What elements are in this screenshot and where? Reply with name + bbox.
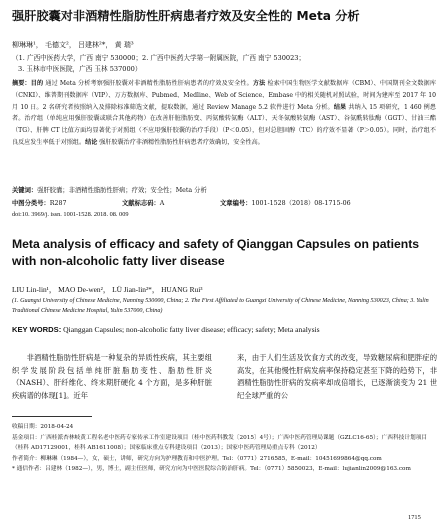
footnote-corresponding: * 通信作者：吕建林（1982—），男，博士，副主任医师，研究方向为中医医院综合防治肝病。Tel：（0771）5850023，E-mail：lujianlin2009@163.com xyxy=(12,466,411,473)
purpose-label: 目的 xyxy=(30,80,44,87)
doi-line xyxy=(12,211,129,218)
doc-code-label: 文献标志码： xyxy=(122,200,160,207)
clc-label: 中图分类号： xyxy=(12,200,50,207)
doc-code-field xyxy=(122,198,164,207)
footnote-author-bio: 作者简介：柳琳琳（1984—），女，硕士，讲师，研究方向为护理教育和中医护理。Tel：（0771）2716585，E-mail：10451699864@qq.com xyxy=(12,455,382,462)
body-column-left xyxy=(12,352,212,403)
doi-value: 10. 3969/j. issn. 1001-1528. 2018. 08. 009 xyxy=(21,211,129,218)
method-text: 检索中国生物医学文献数据库（CBM）、中国期刊全文数据库（CNKI）、维普期刊数据库（VIP）、万方数据库、Pubmed、Medline、Web of Science、Embase 中的相关随机对照试验，时间为建库至 2017 年 10 月 10 日。2 名研究者按照纳入及排除标准筛选文献，提取数据，通过 Review Manage 5.2 软件进行 Meta 分析。 xyxy=(12,80,437,111)
chinese-authors: 柳琳琳¹， 毛德文²， 吕建林²*， 黄 瑞³ xyxy=(12,41,134,49)
result-label: 结果 xyxy=(333,103,347,111)
doc-code-value: A xyxy=(159,200,165,207)
chinese-affiliation-line-2: 3. 玉林市中医医院，广西 玉林 537000） xyxy=(18,65,142,73)
clc-value: R287 xyxy=(49,200,67,207)
abstract-label: 摘要： xyxy=(12,80,31,87)
article-no-value: 1001-1528（2018）08-1715-06 xyxy=(251,200,351,207)
footnotes xyxy=(12,422,438,475)
article-no-field xyxy=(220,198,351,207)
body-left-paragraph: 非酒精性脂肪性肝病是一种复杂的异质性疾病，其主要组织学发展阶段包括单纯肝脏脂肪变性、脂肪性肝炎（NASH）、肝纤维化、终末期肝硬化 4 个方面，是多种肝脏疾病谱的体现[1]。近年 xyxy=(12,353,212,401)
doi-label: doi: xyxy=(12,211,22,218)
keywords-text: 强肝胶囊；非酒精性脂肪性肝病；疗效；安全性；Meta 分析 xyxy=(37,187,207,194)
purpose-text: 通过 Meta 分析考察强肝胶囊对非酒精性脂肪性肝病患者的疗效及安全性。 xyxy=(45,80,253,87)
body-column-right xyxy=(237,352,437,403)
english-affiliations: (1. Guangxi University of Chinese Medicine, Nanning 530000, China; 2. The First Affiliated to Guangxi University of Chinese Medicine, Nanning 530023, China; 3. Yulin Traditional Chinese Medicine Hospital, Yulin 537000, China) xyxy=(12,298,429,314)
chinese-keywords xyxy=(12,185,207,194)
english-title: Meta analysis of efficacy and safety of Qianggan Capsules on patients with non-alcoholic fatty liver disease xyxy=(12,237,420,268)
english-keywords-text: Qianggan Capsules; non-alcoholic fatty liver disease; efficacy; safety; Meta analysis xyxy=(63,325,320,334)
footnote-divider xyxy=(12,416,92,417)
conclusion-text: 强肝胶囊治疗非酒精性脂肪性肝病患者疗效确切，安全性高。 xyxy=(99,138,264,146)
method-label: 方法 xyxy=(252,80,266,87)
body-right-paragraph: 来，由于人们生活及饮食方式的改变，导致糖尿病和肥胖症的高发，在其他慢性肝病发病率保持稳定甚至下降的趋势下，非酒精性脂肪性肝病的发病率却成倍增长，已逐渐演变为 21 世纪全球严重的公 xyxy=(237,353,437,401)
article-no-label: 文章编号： xyxy=(220,200,252,207)
english-keywords-label: KEY WORDS: xyxy=(12,325,62,334)
result-text: 共纳入 15 项研究，1 460 例患者。治疗组（单纯应用强肝胶囊或联合其他药物）在改善肝脏脂肪变、丙氨酸转氨酶（ALT）、天冬氨酸转氨酶（AST）、谷氨酰转肽酶（GGT）、甘油三酯（TG）、肝脾 CT 比值方面均显著优于对照组（不应用强肝胶囊的治疗手段）（P＜0.05），但对总胆固醇（TC）的疗效不显著（P＞0.05）。同时，治疗组不良反应发生率低于对照组。 xyxy=(12,103,437,146)
footnote-funding: 基金项目：广西桂派杏林岐黄工程名老中医药专家传承工作室建设项目（桂中医药科教发〔2015〕4号）；广西中医药管理局课题（GZLC16-65）；广西科技计划项目（桂科 AD17129001，桂科 AB1611008）；国家临床重点专科建设项目（2013）；国家中医药管理局重点专科（2012） xyxy=(12,434,428,452)
conclusion-label: 结论 xyxy=(85,138,98,146)
english-authors: LIU Lin-lin¹， MAO De-wen²， LÜ Jian-lin²*， HUANG Rui³ xyxy=(12,285,203,294)
footnote-received: 收稿日期：2018-04-24 xyxy=(12,424,74,430)
english-keywords xyxy=(12,325,438,334)
chinese-abstract xyxy=(12,78,436,149)
clc-field xyxy=(12,198,67,207)
keywords-label: 关键词： xyxy=(12,187,38,194)
page-number: 1715 xyxy=(408,514,421,521)
chinese-title: 强肝胶囊对非酒精性脂肪性肝病患者疗效及安全性的 Meta 分析 xyxy=(12,9,360,23)
chinese-affiliation-line-1: （1. 广西中医药大学，广西 南宁 530000；2. 广西中医药大学第一附属医院，广西 南宁 530023； xyxy=(12,54,306,62)
